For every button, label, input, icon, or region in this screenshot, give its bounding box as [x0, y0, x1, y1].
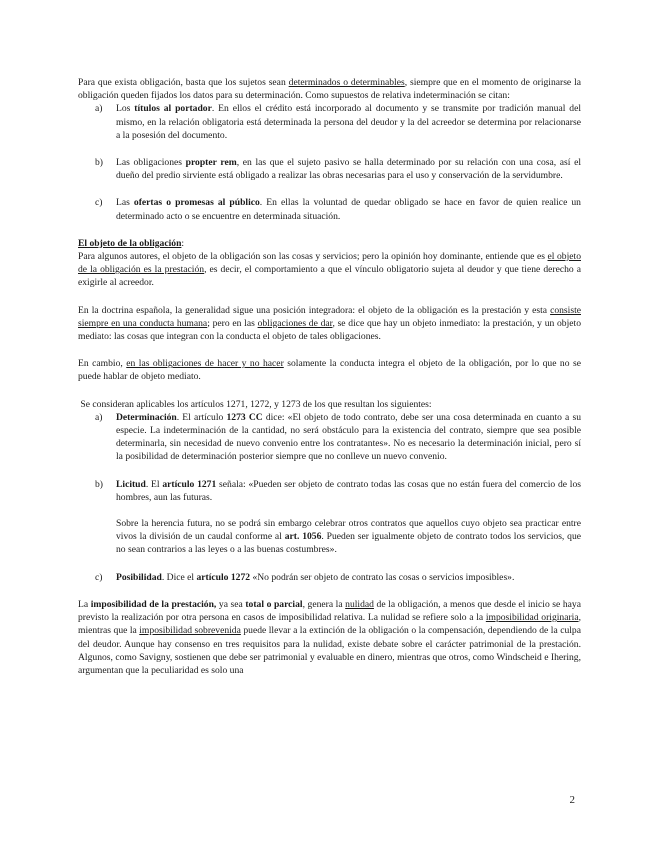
text: «No podrán ser objeto de contrato las cosas o servicios imposibles». — [250, 571, 515, 583]
bold-term: artículo 1271 — [162, 478, 217, 490]
bold-term: artículo 1272 — [196, 571, 251, 583]
objeto-paragraph-2 — [78, 304, 581, 344]
underlined-text: nulidad — [345, 598, 374, 610]
bold-term: Licitud — [116, 478, 146, 490]
text: señala: «Pueden ser objeto de contrato todas las cosas que no están fuera del comercio de los hombres, aun las futuras. — [116, 478, 581, 503]
heading-text: El objeto de la obligación — [78, 237, 182, 249]
text: Se consideran aplicables los artículos 1271, 1272, y 1273 de los que resultan los siguientes: — [78, 398, 432, 410]
text: ya sea — [216, 598, 246, 610]
bold-term: total o parcial — [245, 598, 303, 610]
text: puede llevar a la extinción de la obligación o la compensación, dependiendo de la culpa del deudor. Aunque hay consenso en tres requisitos para la nulidad, existe debate sobre el carácter patrimonial de la prestación. Algunos, como Savigny, sostienen que debe ser patrimonial y evaluable en dinero, mientras que otros, como Windscheid e Ihering, argumentan que la peculiaridad es solo una — [78, 625, 581, 676]
text: . El artículo — [176, 411, 227, 423]
intro-paragraph — [78, 76, 581, 102]
bold-term: propter rem — [185, 157, 237, 169]
list-marker: c) — [95, 197, 103, 209]
list-item — [78, 102, 581, 142]
list-item — [78, 478, 581, 557]
text: . El — [145, 478, 163, 490]
bold-term: títulos al portador — [134, 103, 212, 115]
text: Los — [116, 103, 135, 115]
bold-term: Determinación — [116, 411, 177, 423]
text: Sobre la herencia futura, no se podrá sin embargo celebrar otros contratos que aquellos cuyo objeto sea practicar entre vivos la división de un caudal conforme al — [116, 518, 581, 543]
objeto-paragraph-4 — [78, 398, 581, 411]
bold-term: ofertas o promesas al público — [133, 197, 260, 209]
text: , siempre que en el momento de originarse la obligación queden fijados los datos para su determinación. Como supuestos de relativa indeterminación se citan: — [78, 77, 582, 102]
text: , es decir, el comportamiento a que el vínculo obligatorio sujeta al deudor y que tiene derecho a exigirle al acreedor. — [78, 264, 581, 289]
text: Las obligaciones — [116, 157, 186, 169]
bold-term: imposibilidad de la prestación, — [90, 598, 217, 610]
text: , mientras que la — [78, 612, 581, 637]
underlined-text: determinados o determinables — [288, 77, 405, 88]
text: de la obligación, a menos que desde el inicio se haya previsto la realización por otra persona en casos de imposibilidad relativa. La nulidad se refiere solo a la — [78, 598, 581, 624]
text: . Pueden ser igualmente objeto de contrato todos los servicios, que no sean contrarios a las leyes o a las buenas costumbres». — [116, 531, 582, 556]
text: ; pero en las — [207, 317, 258, 329]
text: La — [78, 598, 91, 610]
requirements-list — [78, 411, 581, 584]
text: solamente la conducta integra el objeto de la obligación, por lo que no se puede hablar de objeto mediato. — [78, 358, 581, 383]
list-item — [78, 411, 581, 464]
bold-term: 1273 CC — [226, 411, 263, 423]
list-item — [78, 571, 581, 584]
text: , genera la — [302, 598, 346, 610]
text: dice: «El objeto de todo contrato, debe ser una cosa determinada en cuanto a su especie. La indeterminación de la cantidad, no será obstáculo para la existencia del contrato, siempre que sea posible determinarla, sin necesidad de nuevo convenio entre los contratantes». No es necesario la determinación inicial, pero sí la posibilidad de determinación posterior siempre que no conlleve un nuevo convenio. — [116, 411, 582, 463]
underlined-text: el objeto de la obligación es la prestación — [78, 251, 581, 276]
text: . En ellos el crédito está incorporado al documento y se transmite por tradición manual del mismo, en la relación obligatoria está determinada la persona del deudor y la del acreedor se determina por relacionarse a la posesión del documento. — [116, 103, 581, 141]
text: Las — [116, 197, 134, 209]
list-sub-paragraph — [116, 517, 581, 557]
text: : — [181, 237, 185, 249]
underlined-text: obligaciones de dar — [257, 317, 333, 329]
text: Para algunos autores, el objeto de la obligación son las cosas y servicios; pero la opinión hoy dominante, entiende que es — [78, 251, 548, 263]
section-heading — [78, 237, 581, 250]
text: En cambio, — [78, 358, 127, 370]
list-marker: b) — [95, 157, 103, 169]
objeto-paragraph-1 — [78, 250, 581, 290]
bold-term: Posibilidad — [116, 571, 162, 583]
underlined-text: consiste siempre en una conducta humana — [78, 304, 581, 329]
page-number: 2 — [569, 794, 575, 806]
final-paragraph — [78, 598, 581, 677]
list-marker: a) — [95, 103, 103, 115]
list-item — [78, 156, 581, 182]
objeto-paragraph-3 — [78, 357, 581, 383]
list-marker: b) — [95, 478, 103, 490]
text: . Dice el — [161, 571, 197, 583]
text: , se dice que hay un objeto inmediato: la prestación, y un objeto mediato: las cosas que integran con la conducta el objeto de tales obligaciones. — [78, 317, 581, 343]
text: Para que exista obligación, basta que los sujetos sean — [78, 77, 289, 88]
text: , en las que el sujeto pasivo se halla determinado por su relación con una cosa, así el dueño del predio sirviente está obligado a realizar las obras necesarias para el uso y conservación de la servidumbre. — [116, 157, 581, 182]
underlined-text: imposibilidad originaria — [485, 612, 579, 624]
text: En la doctrina española, la generalidad sigue una posición integradora: el objeto de la obligación es la prestación y esta — [78, 304, 551, 316]
text: . En ellas la voluntad de quedar obligado se hace en favor de quien realice un determinado acto o se encuentre en determinada situación. — [116, 197, 581, 222]
bold-term: art. 1056 — [284, 531, 322, 543]
list-marker: c) — [95, 571, 103, 583]
underlined-text: en las obligaciones de hacer y no hacer — [126, 358, 284, 370]
subjects-list — [78, 102, 581, 222]
list-marker: a) — [95, 411, 103, 423]
underlined-text: imposibilidad sobrevenida — [139, 625, 241, 637]
list-item — [78, 196, 581, 222]
